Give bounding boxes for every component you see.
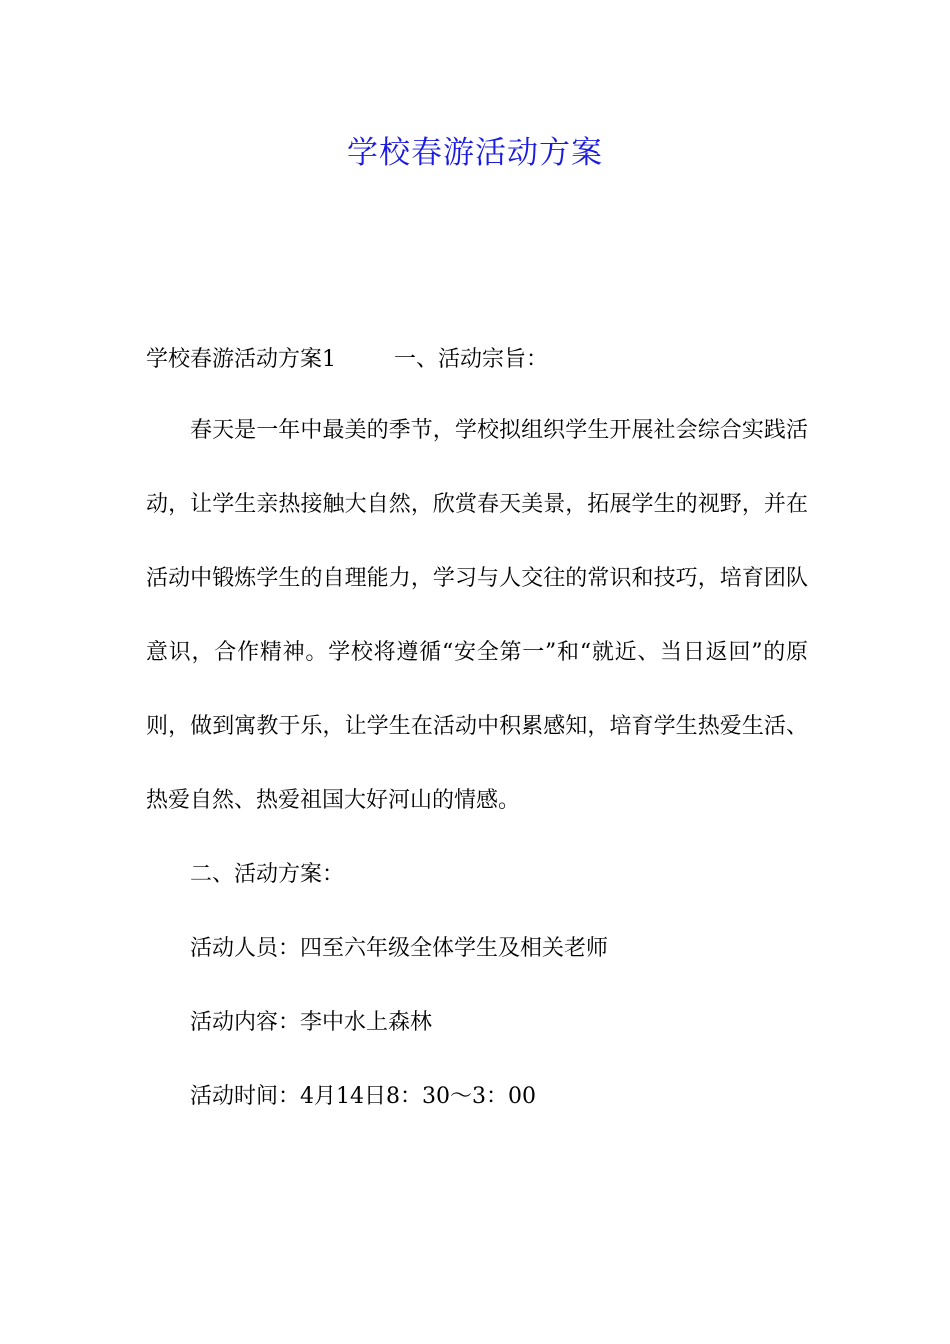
time-line: 活动时间：4月14日8：30～3：00 (190, 1084, 536, 1109)
content-line: 活动内容：李中水上森林 (190, 1010, 433, 1035)
section-one-heading: 一、活动宗旨： (394, 347, 549, 372)
participants-line: 活动人员：四至六年级全体学生及相关老师 (190, 936, 609, 961)
document-title: 学校春游活动方案 (347, 135, 603, 171)
intro-line (146, 336, 808, 384)
document-body (146, 336, 808, 1134)
purpose-paragraph: 春天是一年中最美的季节，学校拟组织学生开展社会综合实践活动，让学生亲热接触大自然，欣赏春天美景，拓展学生的视野，并在活动中锻炼学生的自理能力，学习与人交往的常识和技巧，培育团队意识，合作精神。学校将遵循“安全第一”和“就近、当日返回”的原则，做到寓教于乐，让学生在活动中积累感知，培育学生热爱生活、热爱自然、热爱祖国大好河山的情感。 (146, 418, 808, 813)
intro-heading: 学校春游活动方案1 (146, 347, 336, 372)
section-two-heading: 二、活动方案： (190, 862, 345, 887)
